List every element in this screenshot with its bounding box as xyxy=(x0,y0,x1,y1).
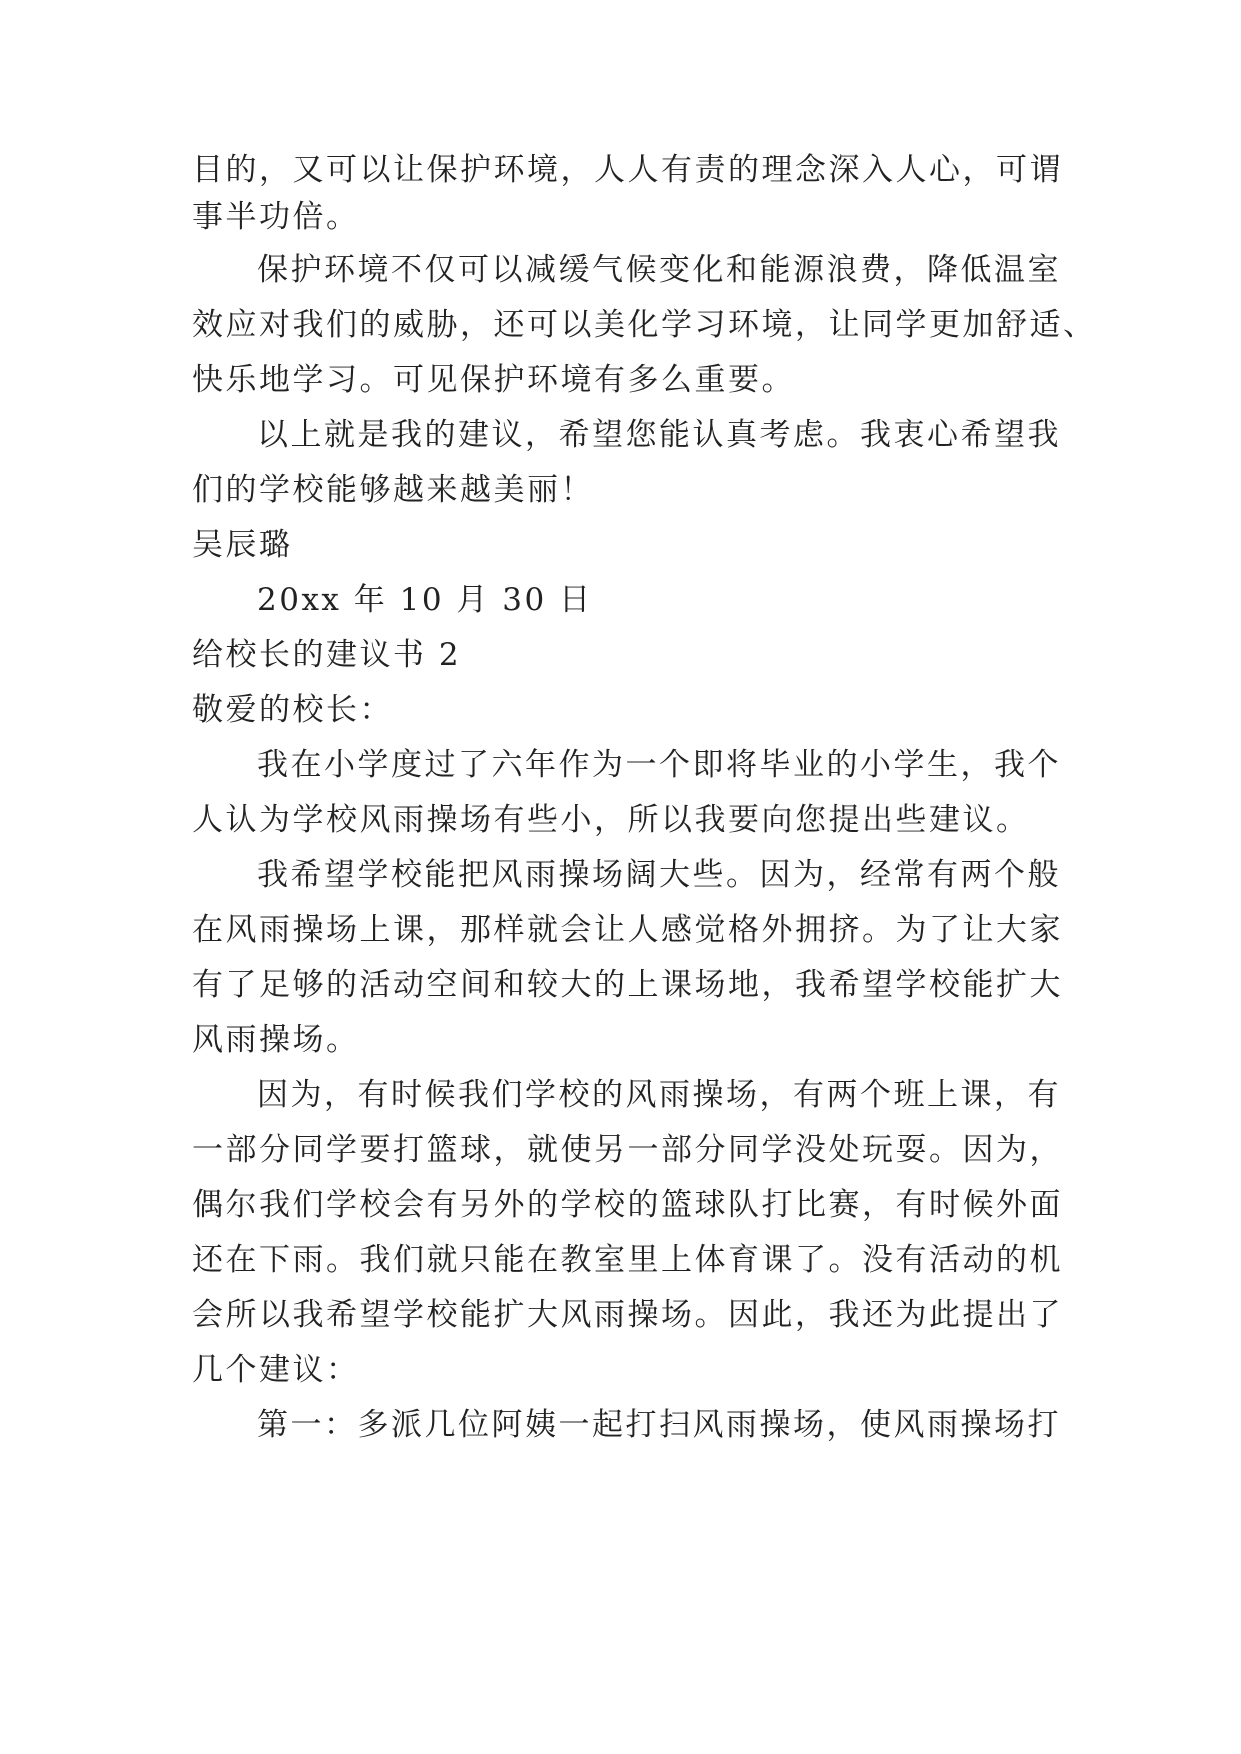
text-line: 风雨操场。 xyxy=(192,1022,360,1058)
text-line: 事半功倍。 xyxy=(192,199,360,235)
salutation: 敬爱的校长： xyxy=(192,692,393,728)
paragraph-first-line: 保护环境不仅可以减缓气候变化和能源浪费，降低温室 xyxy=(257,252,1061,288)
text-line: 快乐地学习。可见保护环境有多么重要。 xyxy=(192,362,795,398)
text-line: 效应对我们的威胁，还可以美化学习环境，让同学更加舒适、 xyxy=(192,307,1097,343)
paragraph-first-line: 第一：多派几位阿姨一起打扫风雨操场，使风雨操场打 xyxy=(257,1407,1061,1443)
text-line: 在风雨操场上课，那样就会让人感觉格外拥挤。为了让大家 xyxy=(192,912,1063,948)
signature-name: 吴辰璐 xyxy=(192,527,293,563)
text-line: 目的，又可以让保护环境，人人有责的理念深入人心，可谓 xyxy=(192,152,1063,188)
text-line: 人认为学校风雨操场有些小，所以我要向您提出些建议。 xyxy=(192,802,1030,838)
paragraph-first-line: 我希望学校能把风雨操场阔大些。因为，经常有两个般 xyxy=(257,857,1061,893)
text-line: 一部分同学要打篮球，就使另一部分同学没处玩耍。因为， xyxy=(192,1132,1063,1168)
text-line: 有了足够的活动空间和较大的上课场地，我希望学校能扩大 xyxy=(192,967,1063,1003)
paragraph-first-line: 我在小学度过了六年作为一个即将毕业的小学生，我个 xyxy=(257,747,1061,783)
section-title: 给校长的建议书 2 xyxy=(192,637,462,673)
text-line: 偶尔我们学校会有另外的学校的篮球队打比赛，有时候外面 xyxy=(192,1187,1063,1223)
paragraph-first-line: 因为，有时候我们学校的风雨操场，有两个班上课，有 xyxy=(257,1077,1061,1113)
paragraph-first-line: 以上就是我的建议，希望您能认真考虑。我衷心希望我 xyxy=(257,417,1061,453)
text-line: 会所以我希望学校能扩大风雨操场。因此，我还为此提出了 xyxy=(192,1297,1063,1333)
text-line: 们的学校能够越来越美丽！ xyxy=(192,472,594,508)
signature-date: 20xx 年 10 月 30 日 xyxy=(257,582,593,618)
text-line: 几个建议： xyxy=(192,1352,360,1388)
text-line: 还在下雨。我们就只能在教室里上体育课了。没有活动的机 xyxy=(192,1242,1063,1278)
